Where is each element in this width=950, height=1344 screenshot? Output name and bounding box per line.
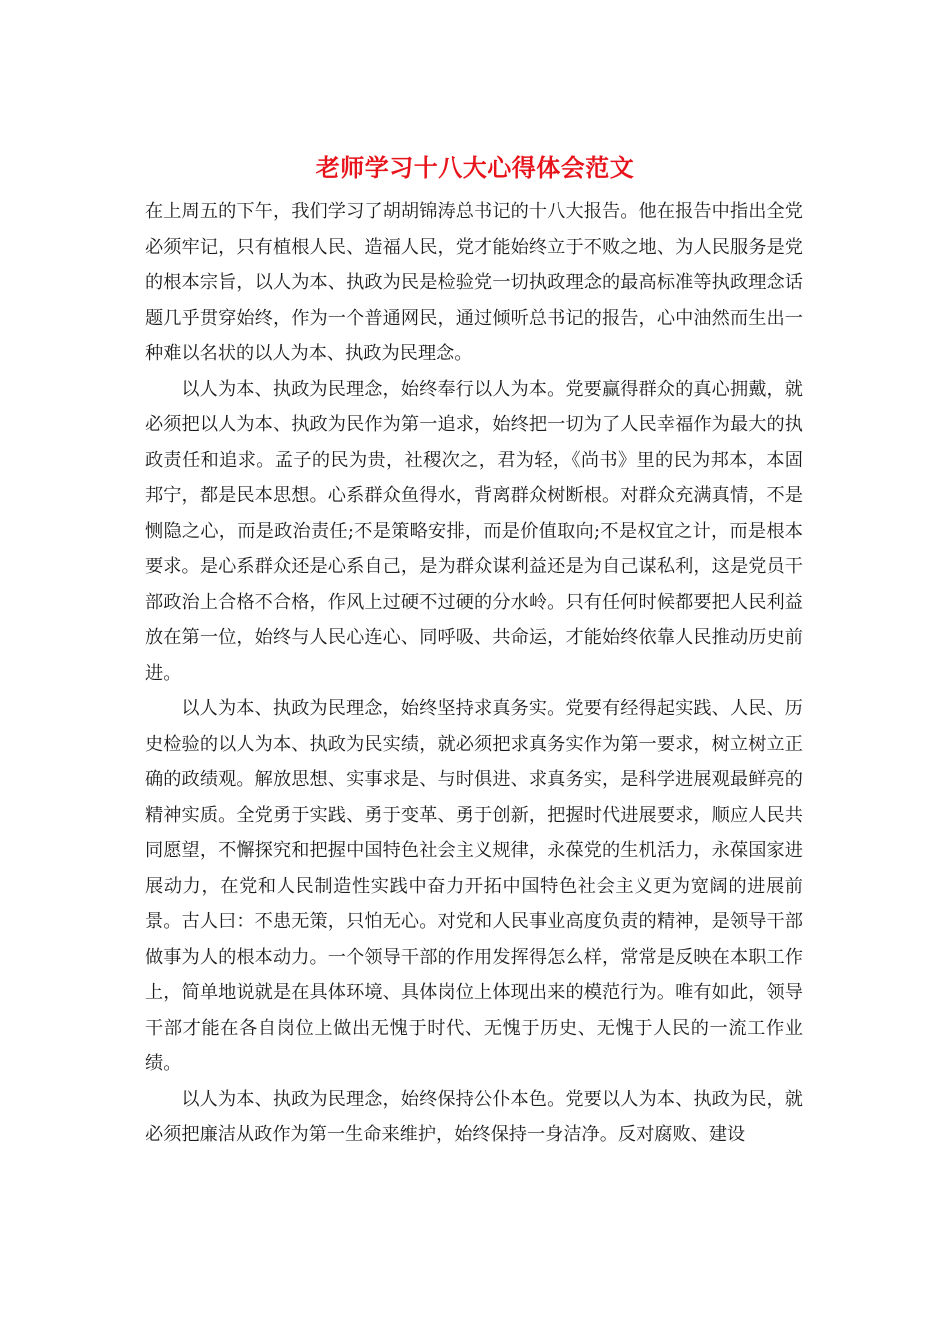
paragraph-people-first: 以人为本、执政为民理念，始终奉行以人为本。党要赢得群众的真心拥戴，就必须把以人为本、执政为民作为第一追求，始终把一切为了人民幸福作为最大的执政责任和追求。孟子的民为贵，社稷次之，君为轻，《尚书》里的民为邦本，本固邦宁，都是民本思想。心系群众鱼得水，背离群众树断根。对群众充满真情，不是恻隐之心，而是政治责任;不是策略安排，而是价值取向;不是权宜之计，而是根本要求。是心系群众还是心系自己，是为群众谋利益还是为自己谋私利，这是党员干部政治上合格不合格，作风上过硬不过硬的分水岭。只有任何时候都要把人民利益放在第一位，始终与人民心连心、同呼吸、共命运，才能始终依靠人民推动历史前进。 xyxy=(145,378,803,684)
paragraph-seek-truth: 以人为本、执政为民理念，始终坚持求真务实。党要有经得起实践、人民、历史检验的以人为本、执政为民实绩，就必须把求真务实作为第一要求，树立树立正确的政绩观。解放思想、实事求是、与时俱进、求真务实，是科学进展观最鲜亮的精神实质。全党勇于实践、勇于变革、勇于创新，把握时代进展要求，顺应人民共同愿望，不懈探究和把握中国特色社会主义规律，永葆党的生机活力，永葆国家进展动力，在党和人民制造性实践中奋力开拓中国特色社会主义更为宽阔的进展前景。古人曰：不患无策，只怕无心。对党和人民事业高度负责的精神，是领导干部做事为人的根本动力。一个领导干部的作用发挥得怎么样，常常是反映在本职工作上，简单地说就是在具体环境、具体岗位上体现出来的模范行为。唯有如此，领导干部才能在各自岗位上做出无愧于时代、无愧于历史、无愧于人民的一流工作业绩。 xyxy=(145,698,803,1074)
paragraph-public-servant: 以人为本、执政为民理念，始终保持公仆本色。党要以人为本、执政为民，就必须把廉洁从政作为第一生命来维护，始终保持一身洁净。反对腐败、建设 xyxy=(145,1088,803,1145)
paragraph-intro: 在上周五的下午，我们学习了胡胡锦涛总书记的十八大报告。他在报告中指出全党必须牢记，只有植根人民、造福人民，党才能始终立于不败之地、为人民服务是党的根本宗旨，以人为本、执政为民是检验党一切执政理念的最高标准等执政理念话题几乎贯穿始终，作为一个普通网民，通过倾听总书记的报告，心中油然而生出一种难以名状的以人为本、执政为民理念。 xyxy=(145,201,803,364)
document-body xyxy=(145,194,803,1153)
document-title: 老师学习十八大心得体会范文 xyxy=(315,153,635,182)
